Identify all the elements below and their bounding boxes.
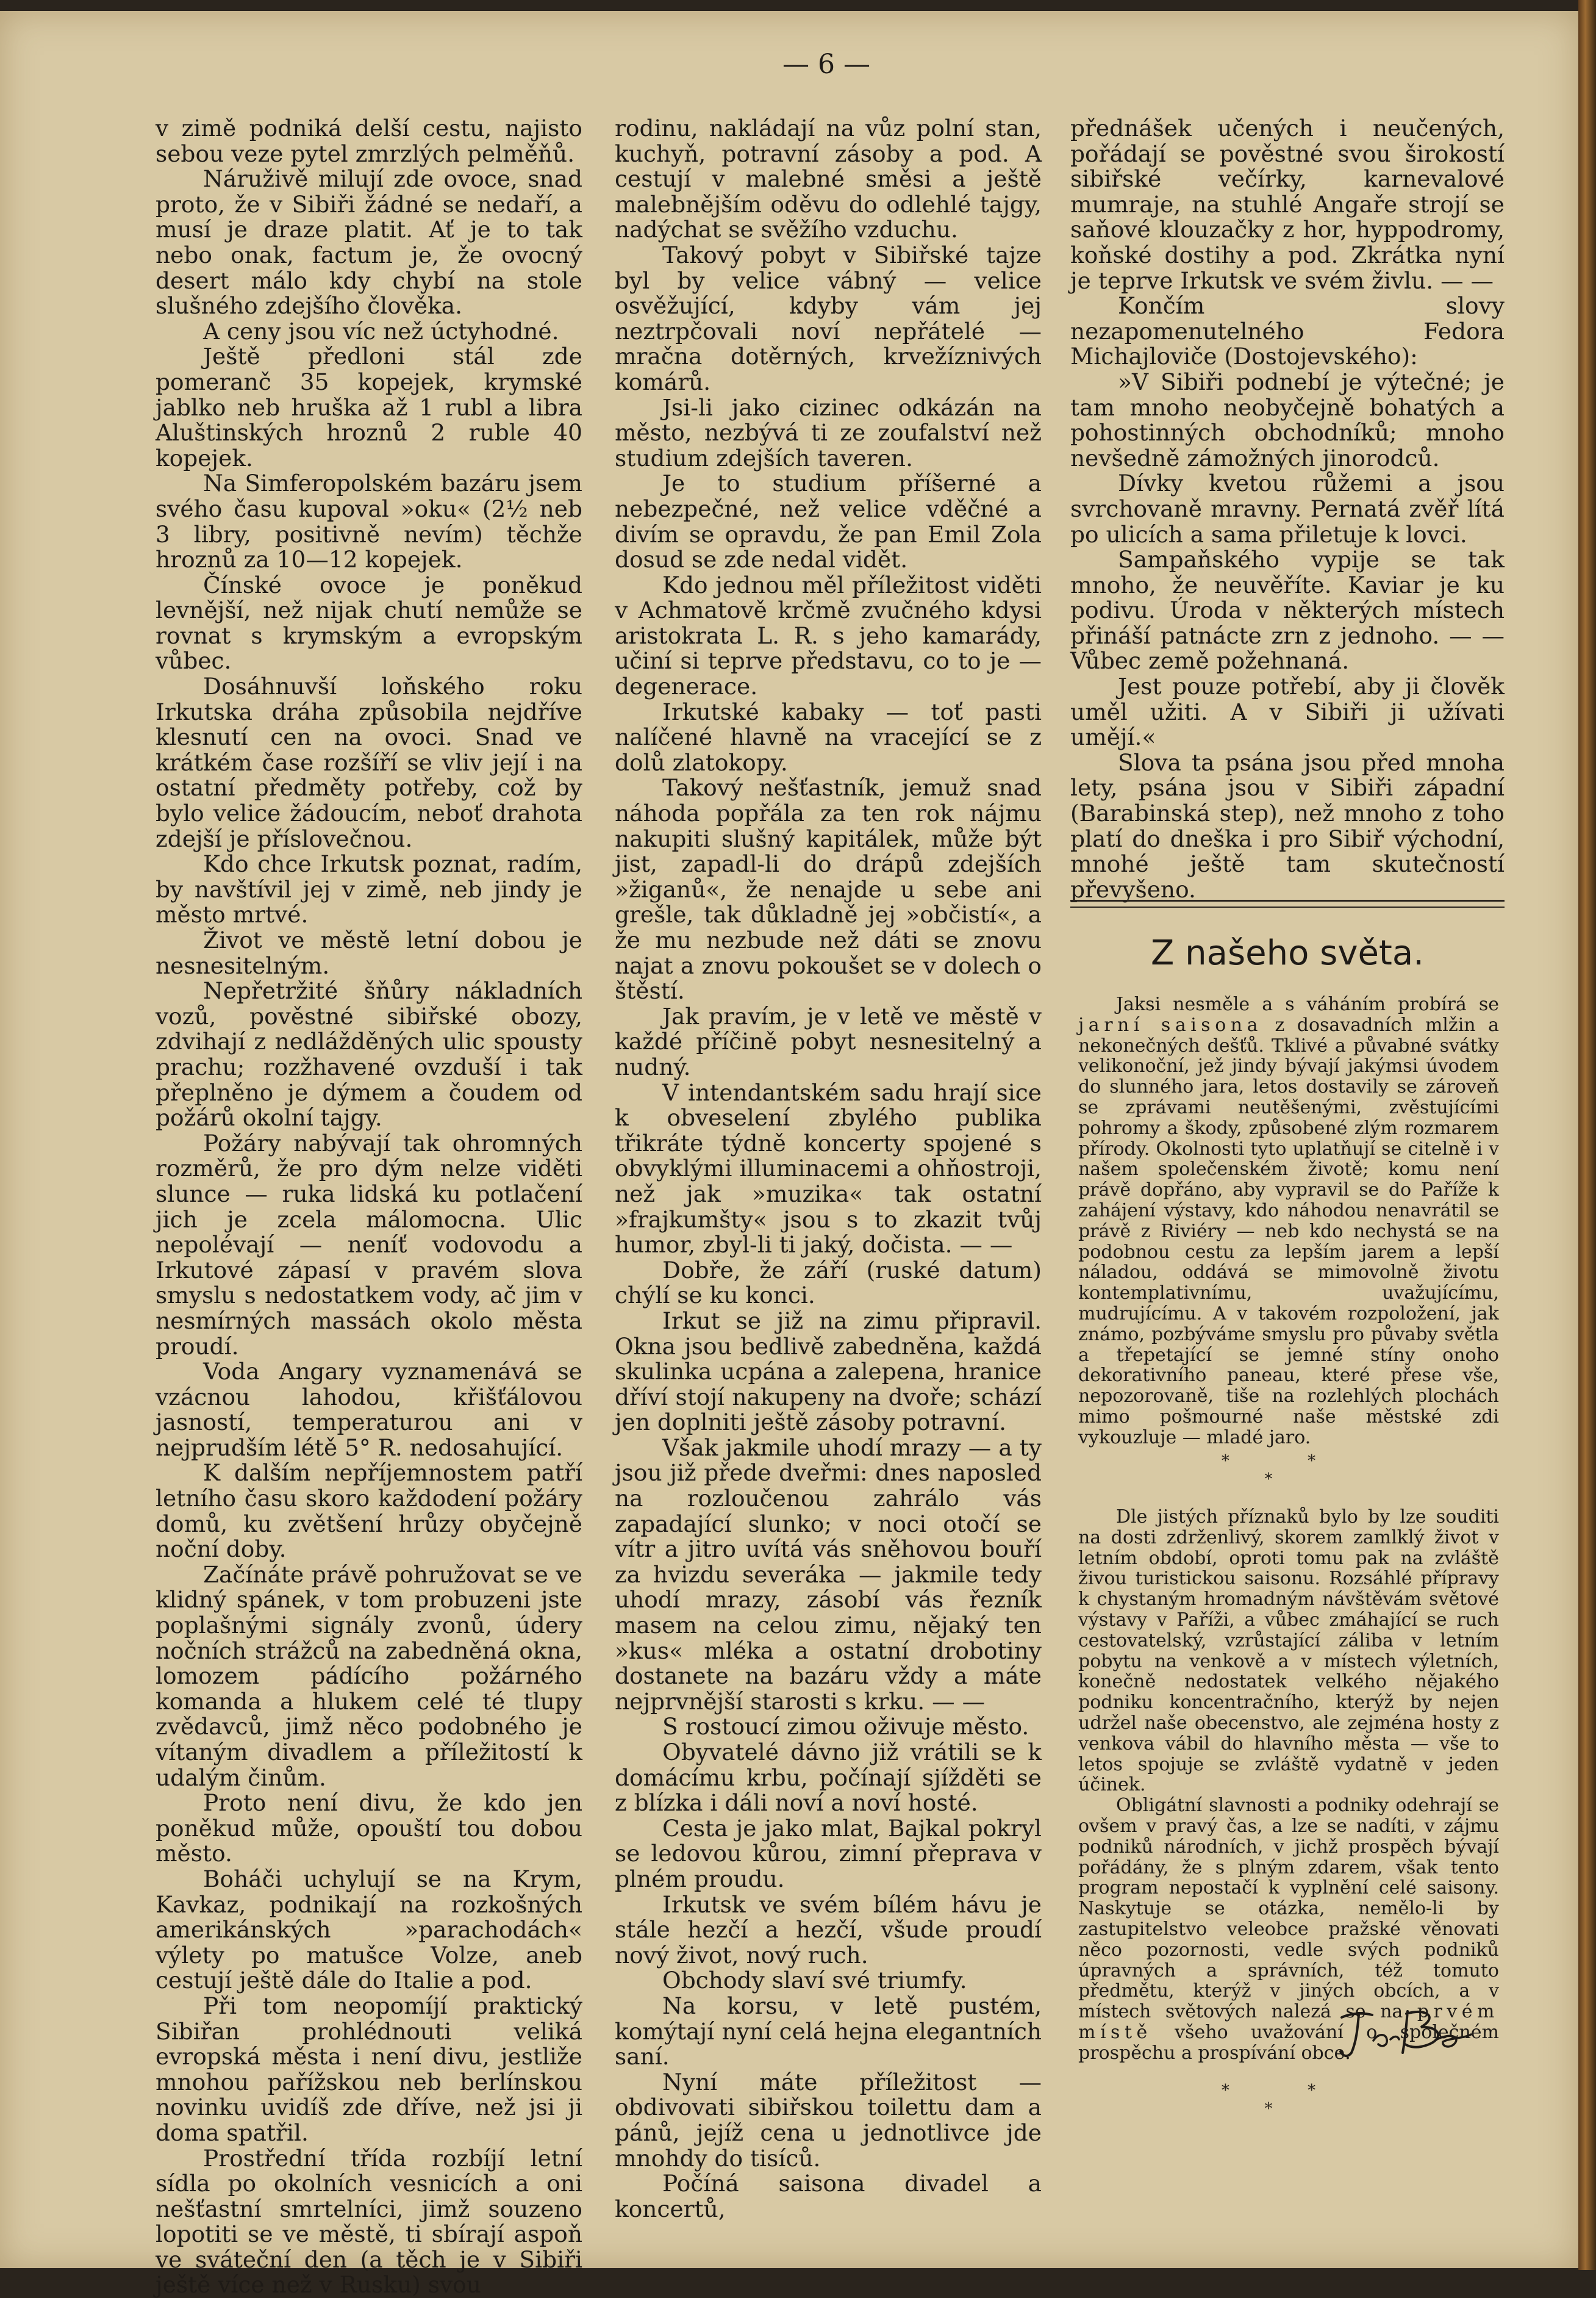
- paragraph: A ceny jsou víc než úctyhodné.: [156, 319, 582, 345]
- paragraph: Cesta je jako mlat, Bajkal pokryl se ledovou kůrou, zimní přeprava v plném proudu.: [615, 1816, 1042, 1892]
- paragraph: V intendantském sadu hrají sice k obveselení zbylého publika třikráte týdně koncerty spojené s obvyklými illuminacemi a ohňostroji, než jak »muzika« tak ostatní »frajkumšty« jsou s to zkazit tvůj humor, zbyl-li ti jaký, dočista. — —: [615, 1080, 1042, 1258]
- text-run: všeho uvažování o společném prospěchu a prospívání obce.: [1078, 2022, 1499, 2064]
- paragraph: Požáry nabývají tak ohromných rozměrů, že pro dým nelze viděti slunce — ruka lidská ku potlačení jich je zcela málomocna. Ulic nepolévají — neníť vodovodu a Irkutové zápasí v pravém slova smyslu s nedostatkem vody, ač jim v nesmírných massách okolo města proudí.: [156, 1131, 582, 1359]
- paragraph: [1078, 994, 1499, 1448]
- paragraph: Prostřední třída rozbíjí letní sídla po okolních vesnicích a oni nešťastní smrtelníci, jimž souzeno lopotiti se ve městě, ti sbírají aspoň ve sváteční den (a těch je v Sibiři ještě více než v Rusku) svou: [156, 2146, 582, 2298]
- paragraph: Ještě předloni stál zde pomeranč 35 kopejek, krymské jablko neb hruška až 1 rubl a libra Aluštinských hroznů 2 ruble 40 kopejek.: [156, 344, 582, 471]
- paragraph: Dívky kvetou růžemi a jsou svrchovaně mravny. Pernatá zvěř lítá po ulicích a sama přiletuje k lovci.: [1070, 471, 1505, 547]
- paragraph: Dle jistých příznaků bylo by lze souditi na dosti zdrženlivý, skorem zamlklý život v letním období, oproti tomu pak na zvláště živou turistickou saisonu. Rozsáhlé přípravy k chystaným hromadným návštěvám světové výstavy v Paříži, a vůbec zmáhající se ruch cestovatelský, vzrůstající záliba v letním pobytu na venkově a v místech výletních, konečně nedostatek velkého nějakého podniku koncentračního, kterýž by nejen udržel naše obecenstvo, ale zejména hosty z venkova vábil do hlavního města — vše to letos spojuje se zvláště vydatně v jeden účinek.: [1078, 1507, 1499, 1795]
- section-column-part-1: [1078, 994, 1499, 1448]
- paragraph: Je to studium příšerné a nebezpečné, než velice vděčné a divím se opravdu, že pan Emil Zola dosud se zde nedal vidět.: [615, 471, 1042, 572]
- paragraph: Proto není divu, že kdo jen poněkud může, opouští tou dobou město.: [156, 1790, 582, 1867]
- paragraph: Dosáhnuvší loňského roku Irkutska dráha způsobila nejdříve klesnutí cen na ovoci. Snad ve krátkém čase rozšíří se vliv její i na ostatní předměty potřeby, což by bylo velice žádoucím, neboť drahota zdejší je příslovečnou.: [156, 674, 582, 852]
- paragraph: Jsi-li jako cizinec odkázán na město, nezbývá ti ze zoufalství než studium zdejších taveren.: [615, 395, 1042, 472]
- text-run: Obligátní slavnosti a podniky odehrají se ovšem v pravý čas, a lze se nadíti, v zájmu podniků národních, v jichž prospěch bývají pořádány, že s plným zdarem, však tento program nepostačí k vyplnění celé saisony. Naskytuje se otázka, nemělo-li by zastupitelstvo veleobce pražské věnovati něco pozornosti, vedle svých podniků úpravných a správních, též tomuto předmětu, kterýž v jiných obcích, a v místech světových nalezá se na: [1078, 1795, 1499, 2022]
- paragraph: Však jakmile uhodí mrazy — a ty jsou již přede dveřmi: dnes naposled na rozloučenou zahrálo vás zapadající slunko; v noci otočí se vítr a jitro uvítá vás sněhovou bouří za hvizdu severáka — jakmile tedy uhodí mrazy, zásobí vás řezník masem na celou zimu, nějaký ten »kus« mléka a ostatní drobotiny dostanete na bazáru vždy a máte nejprvnější starosti s krku. — —: [615, 1435, 1042, 1715]
- text-run: z dosavadních mlžin a nekonečných dešťů. Tklivé a půvabné svátky velikonoční, jež jindy bývají jakýmsi úvodem do slunného jara, letos dostavily se zároveň se zprávami neutěšenými, zvěstujícími pohromy a škody, způsobené zlým rozmarem přírody. Okolnosti tyto uplatňují se citelně i v našem společenském životě; komu není právě dopřáno, aby vypravil se do Paříže k zahájení výstavy, kdo náhodou nenavrátil se právě z Riviéry — neb kdo nechystá se na podobnou cestu za lepším jarem a lepší náladou, oddává se mimovolně životu kontemplativnímu, uvažujícímu, mudrujícímu. A v takovém rozpoložení, jak známo, pozbýváme smyslu pro půvaby světla a třepetající se jemné stíny onoho dekorativního paneau, které přese vše, nepozorovaně, tiše na rozlehlých plochách mimo pošmourné naše městské zdi vykouzluje — mladé jaro.: [1078, 1014, 1499, 1448]
- paragraph: Končím slovy nezapomenutelného Fedora Michajloviče (Dostojevského):: [1070, 293, 1505, 370]
- paragraph: »V Sibiři podnebí je výtečné; je tam mnoho neobyčejně bohatých a pohostinných obchodníků; mnoho nevšedně zámožných jinorodců.: [1070, 370, 1505, 471]
- paragraph: Kdo chce Irkutsk poznat, radím, by navštívil jej v zimě, neb jindy je město mrtvé.: [156, 852, 582, 928]
- paragraph: rodinu, nakládají na vůz polní stan, kuchyň, potravní zásoby a pod. A cestují v malebné směsi a ještě malebnějším oděvu do odlehlé tajgy, nadýchat se svěžího vzduchu.: [615, 116, 1042, 243]
- spaced-text: jarní saisona: [1078, 1014, 1262, 1036]
- paragraph: přednášek učených i neučených, pořádají se pověstné svou širokostí sibiřské večírky, karnevalové mumraje, na stuhlé Angaře strojí se saňové klouzačky z hor, hyppodromy, koňské dostihy a pod. Zkrátka nyní je teprve Irkutsk ve svém živlu. — —: [1070, 116, 1505, 293]
- text-run: Jaksi nesměle a s váháním probírá se: [1116, 994, 1499, 1015]
- section-column-part-2: [1078, 1507, 1499, 2064]
- paragraph: Irkut se již na zimu připravil. Okna jsou bedlivě zabedněna, každá skulinka ucpána a zalepena, hranice dříví stojí nakupeny na dvoře; schází jen doplniti ještě zásoby potravní.: [615, 1309, 1042, 1435]
- column-2: [615, 116, 1042, 2222]
- paragraph: Život ve městě letní dobou je nesnesitelným.: [156, 928, 582, 978]
- page-number: — 6 —: [765, 49, 887, 80]
- paragraph: Čínské ovoce je poněkud levnější, než nijak chutí nemůže se rovnat s krymským a evropským vůbec.: [156, 573, 582, 674]
- section-divider: [1070, 900, 1505, 908]
- paragraph: K dalším nepříjemnostem patří letního času skoro každodení požáry domů, ku zvětšení hrůzy obyčejně noční doby.: [156, 1460, 582, 1562]
- paragraph: Irkutsk ve svém bílém hávu je stále hezčí a hezčí, všude proudí nový život, nový ruch.: [615, 1892, 1042, 1969]
- paragraph: Boháči uchylují se na Krym, Kavkaz, podnikají na rozkošných amerikánských »parachodách« výlety po matušce Volze, aneb cestují ještě dále do Italie a pod.: [156, 1867, 582, 1994]
- paragraph: Při tom neopomíjí praktický Sibiřan prohlédnouti veliká evropská města i není divu, jestliže mnohou pařížskou neb berlínskou novinku uvidíš zde dříve, než jsi ji doma spatřil.: [156, 1994, 582, 2146]
- paragraph: Obchody slaví své triumfy.: [615, 1968, 1042, 1994]
- paragraph: Voda Angary vyznamenává se vzácnou lahodou, křišťálovou jasností, temperaturou ani v nejprudším létě 5° R. nedosahující.: [156, 1359, 582, 1460]
- paragraph: Sampaňského vypije se tak mnoho, že neuvěříte. Kaviar je ku podivu. Úroda v některých místech přináší patnácte zrn z jednoho. — — Vůbec země požehnaná.: [1070, 547, 1505, 674]
- paragraph: Irkutské kabaky — toť pasti nalíčené hlavně na vracející se z dolů zlatokopy.: [615, 700, 1042, 776]
- paragraph: Takový pobyt v Sibiřské tajze byl by velice vábný — velice osvěžující, kdyby vám jej neztrpčovali noví nepřátelé — mračna dotěrných, krvežíznivých komárů.: [615, 243, 1042, 395]
- section-title: Z našeho světa.: [1070, 933, 1505, 973]
- paragraph: Dobře, že září (ruské datum) chýlí se ku konci.: [615, 1258, 1042, 1309]
- column-1: [156, 116, 582, 2298]
- paragraph: Počíná saisona divadel a koncertů,: [615, 2171, 1042, 2222]
- asterism-divider: * * *: [1214, 2081, 1360, 2118]
- spaced-text: prvém místě: [1078, 2001, 1499, 2043]
- column-3: [1070, 116, 1505, 902]
- paragraph: Kdo jednou měl příležitost viděti v Achmatově krčmě zvučného kdysi aristokrata L. R. s jeho kamarády, učiní si teprve představu, co to je — degenerace.: [615, 573, 1042, 700]
- paragraph: Nepřetržité šňůry nákladních vozů, pověstné sibiřské obozy, zdvihají z nedlážděných ulic spousty prachu; rozžhavené ovzduší i tak přeplněno je dýmem a čoudem od požárů okolní tajgy.: [156, 978, 582, 1131]
- paragraph: Jest pouze potřebí, aby ji člověk uměl užiti. A v Sibiři ji užívati umějí.«: [1070, 674, 1505, 750]
- paragraph: Takový nešťastník, jemuž snad náhoda popřála za ten rok nájmu nakupiti slušný kapitálek, může být jist, zapadl-li do drápů zdejších »žiganů«, že nenajde u sebe ani grešle, tak důkladně jej »občistí«, a že mu nezbude než dáti se znovu najat a znovu pokoušet se v dolech o štěstí.: [615, 775, 1042, 1004]
- paragraph: Na korsu, v letě pustém, komýtají nyní celá hejna elegantních saní.: [615, 1994, 1042, 2070]
- paragraph: Obyvatelé dávno již vrátili se k domácímu krbu, počínají sjížděti se z blízka i dáli noví a noví hosté.: [615, 1740, 1042, 1816]
- paragraph: Nyní máte příležitost — obdivovati sibiřskou toilettu dam a pánů, jejíž cena u jednotlivce jde mnohdy do tisíců.: [615, 2070, 1042, 2171]
- paragraph: Jak pravím, je v letě ve městě v každé příčině pobyt nesnesitelný a nudný.: [615, 1004, 1042, 1080]
- paragraph: Na Simferopolském bazáru jsem svého času kupoval »oku« (2½ neb 3 libry, positivně nevím) těchže hroznů za 10—12 kopejek.: [156, 471, 582, 572]
- binding-edge: [1578, 0, 1596, 2270]
- paragraph: v zimě podniká delší cestu, najisto sebou veze pytel zmrzlých pelměňů.: [156, 116, 582, 167]
- paragraph: Začínáte právě pohružovat se ve klidný spánek, v tom probuzeni jste poplašnými signály zvonů, údery nočních strážců na zabedněná okna, lomozem pádícího požárného komanda a hlukem celé té tlupy zvědavců, jimž něco podobného je vítaným divadlem a příležitostí k udalým činům.: [156, 1562, 582, 1790]
- author-signature: [1329, 2004, 1476, 2062]
- paragraph: S rostoucí zimou oživuje město.: [615, 1714, 1042, 1740]
- paragraph: Náruživě milují zde ovoce, snad proto, že v Sibiři žádné se nedaří, a musí je draze platit. Ať je to tak nebo onak, factum je, že ovocný desert málo kdy chybí na stole slušného zdejšího člověka.: [156, 167, 582, 319]
- paragraph: Slova ta psána jsou před mnoha lety, psána jsou v Sibiři západní (Barabinská step), než mnoho z toho platí do dneška i pro Sibiř východní, mnohé ještě tam skutečností převyšeno.: [1070, 750, 1505, 903]
- asterism-divider: * * *: [1214, 1452, 1360, 1488]
